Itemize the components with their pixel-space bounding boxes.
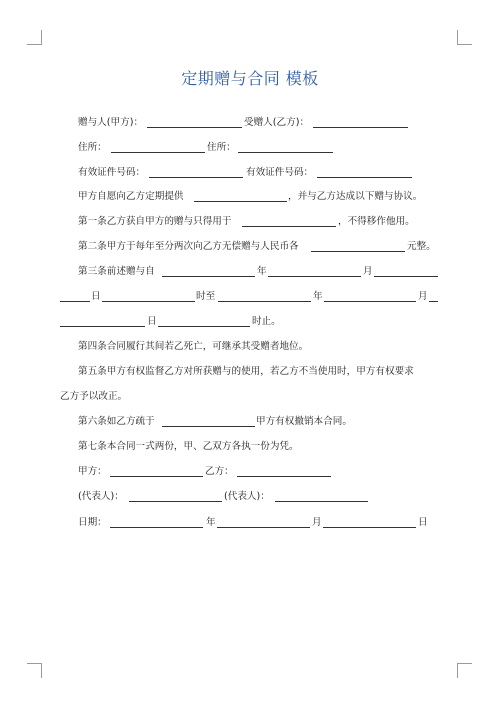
clause-3-day2-label: 日 [147,316,157,327]
intro-line [0,190,500,204]
donee-address-label: 住所： [207,142,236,153]
donee-address-blank[interactable] [238,152,333,153]
clause-3-month-label: 月 [363,266,373,277]
donor-id-blank[interactable] [149,177,243,178]
clause-5-text-a: 第五条甲方有权监督乙方对所获赠与的使用，若乙方不当使用时，甲方有权要求 [78,366,414,377]
clause-6-text-a: 第六条如乙方疏于 [78,416,155,427]
party-b-blank[interactable] [237,476,331,477]
clause-3-end-day-blank-cont[interactable] [60,326,145,327]
date-year-label: 年 [206,517,216,528]
donor-blank[interactable] [147,127,242,128]
clause-5-text-b: 乙方予以改正。 [60,391,128,402]
address-line [0,141,500,155]
crop-mark-top-left [27,30,42,45]
representative-line [0,490,500,504]
clause-2-text-b: 元整。 [407,241,436,252]
document-title: 定期赠与合同 模板 [181,69,319,88]
clause-3-start-day-blank-cont[interactable] [60,301,90,302]
clause-7-line [0,440,500,454]
clause-3-end-hour-blank[interactable] [158,326,250,327]
date-day-label: 日 [418,517,428,528]
crop-mark-top-right [457,30,472,45]
clause-3-line-3 [0,315,500,329]
date-month-blank[interactable] [217,527,310,528]
rep-b-label: (代表人)： [224,491,270,502]
clause-3-end-day-blank[interactable] [429,301,438,302]
id-number-line [0,166,500,180]
clause-3-start-hour-blank[interactable] [102,301,195,302]
clause-3-start-month-blank[interactable] [268,276,361,277]
crop-mark-bottom-right [457,663,472,678]
clause-2-text-a: 第二条甲方于每年至分两次向乙方无偿赠与人民币各 [78,241,299,252]
clause-7-text: 第七条本合同一式两份，甲、乙双方各执一份为凭。 [78,441,299,452]
clause-3-day-label: 日 [91,291,101,302]
donee-blank[interactable] [313,127,408,128]
clause-3-to-label: 时至 [196,291,216,302]
clause-3-start-day-blank[interactable] [374,276,438,277]
clause-6-text-b: 甲方有权撤销本合同。 [256,416,352,427]
donor-id-label: 有效证件号码： [78,167,146,178]
clause-5-line-2 [0,390,500,404]
clause-1-text-b: ，不得移作他用。 [338,216,415,227]
date-year-blank[interactable] [110,527,203,528]
clause-1-line [0,215,500,229]
clause-3-end-label: 时止。 [252,316,281,327]
rep-a-label: (代表人)： [78,491,124,502]
clause-3-line-2 [0,290,500,304]
intro-blank[interactable] [194,201,287,202]
clause-3-end-month-blank[interactable] [324,301,416,302]
donor-label: 赠与人(甲方)： [78,117,144,128]
clause-3-text-a: 第三条前述赠与自 [78,266,155,277]
intro-text-a: 甲方自愿向乙方定期提供 [78,191,184,202]
party-signature-line [0,465,500,479]
clause-6-line [0,415,500,429]
clause-3-start-year-blank[interactable] [162,276,255,277]
rep-a-blank[interactable] [129,501,222,502]
clause-4-text: 第四条合同履行其间若乙死亡，可继承其受赠者地位。 [78,341,309,352]
clause-6-blank[interactable] [162,426,255,427]
clause-5-line-1 [0,365,500,379]
donor-address-label: 住所： [78,142,107,153]
intro-text-b: ，并与乙方达成以下赠与协议。 [288,191,423,202]
clause-3-line-1 [0,265,500,279]
rep-b-blank[interactable] [275,501,368,502]
date-day-blank[interactable] [323,527,416,528]
donee-id-label: 有效证件号码： [246,167,314,178]
clause-4-line [0,340,500,354]
clause-1-text-a: 第一条乙方获自甲方的赠与只得用于 [78,216,232,227]
clause-1-blank[interactable] [242,226,336,227]
clause-3-month2-label: 月 [418,291,428,302]
donor-address-blank[interactable] [111,152,205,153]
party-a-label: 甲方： [78,466,107,477]
clause-3-year2-label: 年 [313,291,323,302]
donor-donee-line [0,116,500,130]
date-label: 日期： [78,517,107,528]
clause-2-blank[interactable] [311,251,405,252]
date-line [0,516,500,530]
crop-mark-bottom-left [27,663,42,678]
date-month-label: 月 [312,517,322,528]
clause-2-line [0,240,500,254]
clause-3-end-year-blank[interactable] [218,301,311,302]
party-a-blank[interactable] [110,476,203,477]
donee-id-blank[interactable] [317,177,412,178]
party-b-label: 乙方： [205,466,234,477]
donee-label: 受赠人(乙方)： [244,117,310,128]
clause-3-year-label: 年 [257,266,267,277]
